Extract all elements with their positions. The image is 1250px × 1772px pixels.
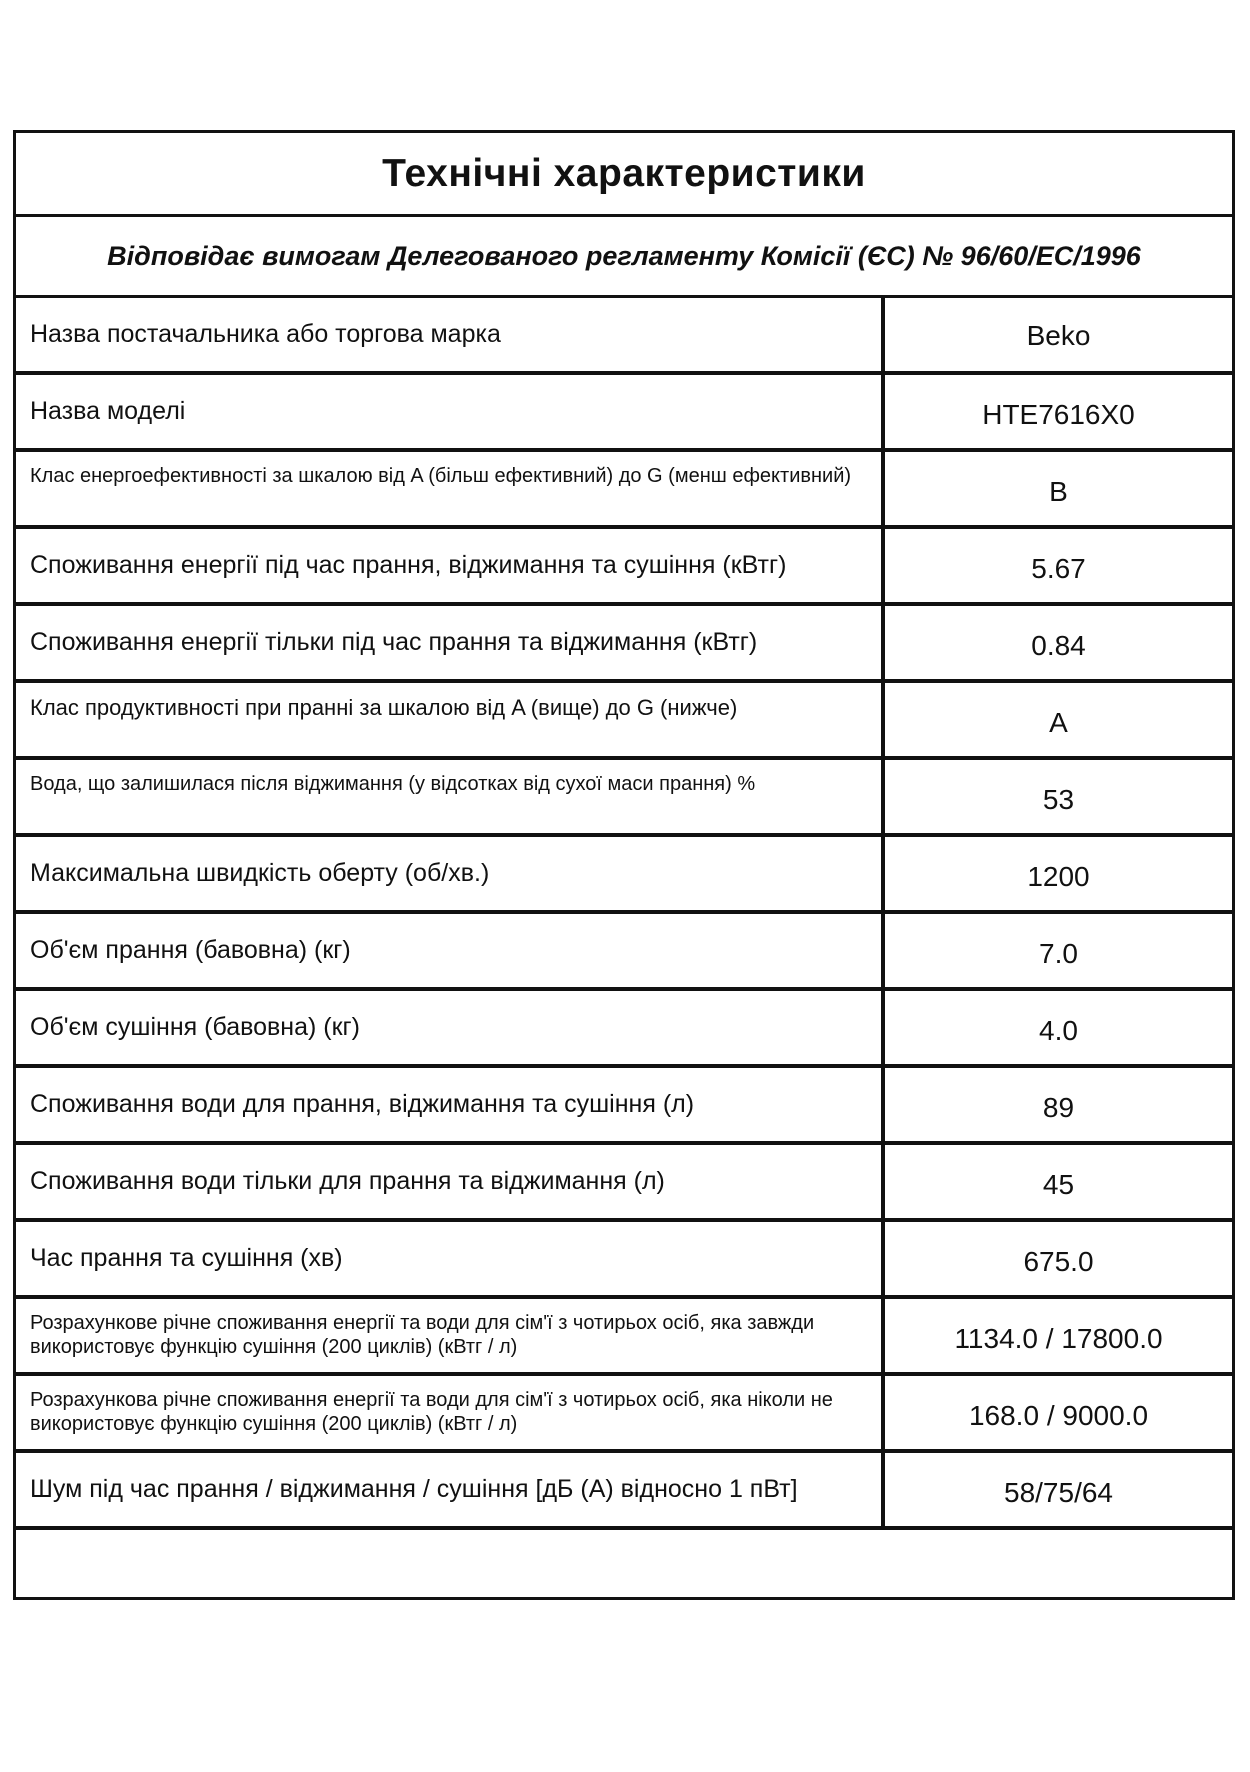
- row-value: 168.0 / 9000.0: [968, 1399, 1149, 1431]
- table-row: [16, 1376, 1232, 1453]
- regulation-subtitle: Відповідає вимогам Делегованого регламенту Комісії (ЄС) № 96/60/EC/1996: [16, 217, 1232, 298]
- table-row: [16, 837, 1232, 914]
- table-row: [16, 452, 1232, 529]
- row-value: B: [1049, 475, 1068, 507]
- row-value: 45: [1042, 1168, 1075, 1200]
- row-value: 1200: [1027, 860, 1090, 892]
- row-label: Розрахункова річне споживання енергії та води для сім'ї з чотирьох осіб, яка ніколи не використовує функцію сушіння (200 циклів) (кВтг / л): [16, 1376, 885, 1449]
- table-row: [16, 529, 1232, 606]
- row-label: Клас енергоефективності за шкалою від A (більш ефективний) до G (менш ефективний): [16, 452, 885, 525]
- row-label: Об'єм сушіння (бавовна) (кг): [16, 991, 885, 1064]
- table-row: [16, 1299, 1232, 1376]
- row-value: 7.0: [1039, 937, 1078, 969]
- row-value: 4.0: [1039, 1014, 1078, 1046]
- row-label: Споживання води тільки для прання та віджимання (л): [16, 1145, 885, 1218]
- row-value: 89: [1042, 1091, 1075, 1123]
- row-value: 5.67: [1031, 552, 1086, 584]
- table-row: [16, 1453, 1232, 1530]
- row-label: Назва постачальника або торгова марка: [16, 298, 885, 371]
- table-row: [16, 1222, 1232, 1299]
- table-row: [16, 375, 1232, 452]
- row-value: 58/75/64: [1004, 1476, 1113, 1508]
- row-label: Об'єм прання (бавовна) (кг): [16, 914, 885, 987]
- row-value: A: [1049, 706, 1068, 738]
- table-row: [16, 914, 1232, 991]
- row-label: Розрахункове річне споживання енергії та води для сім'ї з чотирьох осіб, яка завжди використовує функцію сушіння (200 циклів) (кВтг / л): [16, 1299, 885, 1372]
- row-value: 675.0: [1023, 1245, 1094, 1277]
- page-title: Технічні характеристики: [16, 133, 1232, 217]
- table-row: [16, 991, 1232, 1068]
- row-label: Споживання енергії під час прання, віджимання та сушіння (кВтг): [16, 529, 885, 602]
- table-row: [16, 760, 1232, 837]
- row-value: 53: [1042, 783, 1075, 815]
- spec-table: [13, 130, 1235, 1600]
- empty-row: [16, 1530, 1232, 1597]
- table-row: [16, 606, 1232, 683]
- table-row: [16, 1145, 1232, 1222]
- row-value: Beko: [1026, 320, 1091, 351]
- row-label: Клас продуктивності при пранні за шкалою від A (вище) до G (нижче): [16, 683, 885, 756]
- row-value: HTE7616X0: [982, 398, 1135, 430]
- row-label: Вода, що залишилася після віджимання (у відсотках від сухої маси прання) %: [16, 760, 885, 833]
- table-row: [16, 1068, 1232, 1145]
- row-label: Максимальна швидкість оберту (об/хв.): [16, 837, 885, 910]
- row-label: Час прання та сушіння (хв): [16, 1222, 885, 1295]
- table-row: [16, 298, 1232, 375]
- table-row: [16, 683, 1232, 760]
- row-value: 0.84: [1031, 629, 1086, 661]
- row-label: Споживання води для прання, віджимання та сушіння (л): [16, 1068, 885, 1141]
- row-value: 1134.0 / 17800.0: [954, 1322, 1163, 1354]
- row-label: Шум під час прання / віджимання / сушіння [дБ (A) відносно 1 пВт]: [16, 1453, 885, 1526]
- row-label: Назва моделі: [16, 375, 885, 448]
- row-label: Споживання енергії тільки під час прання та віджимання (кВтг): [16, 606, 885, 679]
